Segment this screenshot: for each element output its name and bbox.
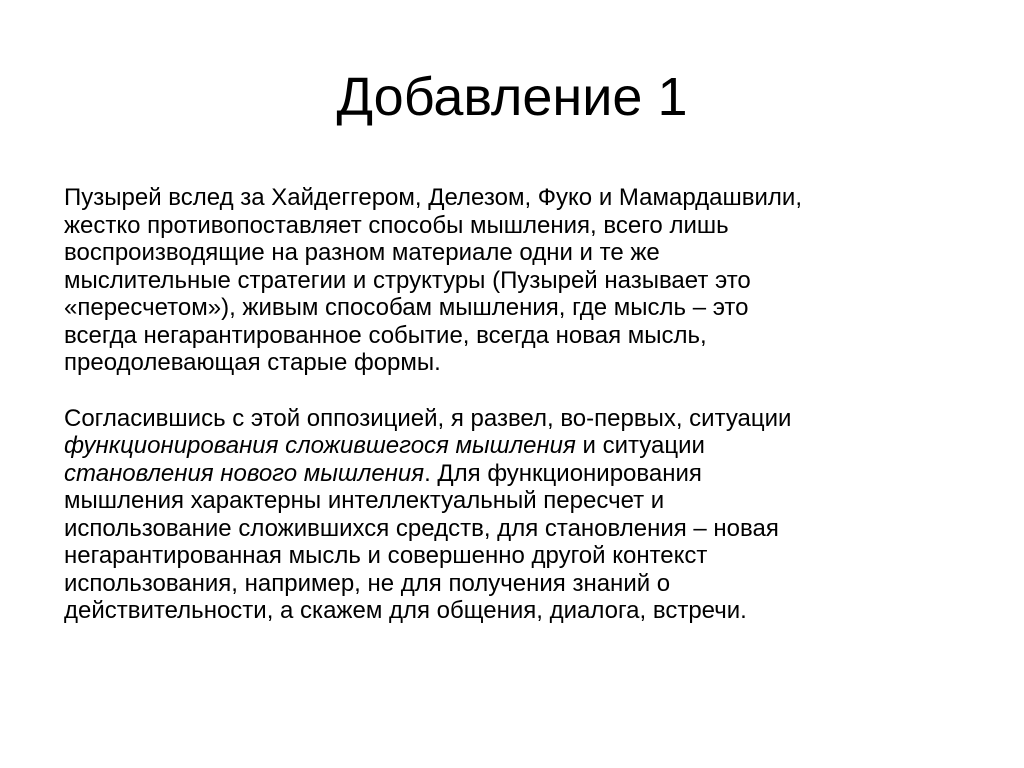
- paragraph-1: [64, 184, 964, 377]
- paragraph-2-line: [64, 460, 964, 488]
- paragraph-2-line: действительности, а скажем для общения, диалога, встречи.: [64, 597, 747, 624]
- paragraph-2-line: негарантированная мысль и совершенно другой контекст: [64, 542, 708, 569]
- paragraph-1-line: всегда негарантированное событие, всегда новая мысль,: [64, 321, 707, 349]
- italic-term-becoming: становления нового мышления: [64, 459, 425, 487]
- paragraph-2-line: использования, например, не для получения знаний о: [64, 569, 671, 597]
- paragraph-2-text: . Для функционирования: [424, 459, 702, 487]
- slide-title: Добавление 1: [336, 67, 688, 127]
- paragraph-2-line: Согласившись с этой оппозицией, я развел, во-первых, ситуации: [64, 404, 792, 432]
- paragraph-1-line: «пересчетом»), живым способам мышления, где мысль – это: [64, 294, 749, 321]
- italic-term-functioning: функционирования сложившегося мышления: [64, 432, 576, 459]
- paragraph-2-line: мышления характерны интеллектуальный пересчет и: [64, 487, 665, 514]
- paragraph-1-line: Пузырей вслед за Хайдеггером, Делезом, Фуко и Мамардашвили,: [64, 184, 802, 211]
- paragraph-2: [64, 405, 964, 625]
- paragraph-1-line: жестко противопоставляет способы мышления, всего лишь: [64, 211, 729, 239]
- paragraph-2-text: и ситуации: [575, 432, 705, 459]
- paragraph-1-line: преодолевающая старые формы.: [64, 349, 441, 376]
- slide-body: [64, 184, 964, 625]
- paragraph-1-line: мыслительные стратегии и структуры (Пузырей называет это: [64, 266, 751, 294]
- paragraph-2-line: использование сложившихся средств, для становления – новая: [64, 514, 779, 542]
- paragraph-2-line: [64, 432, 964, 460]
- paragraph-1-line: воспроизводящие на разном материале одни и те же: [64, 239, 660, 266]
